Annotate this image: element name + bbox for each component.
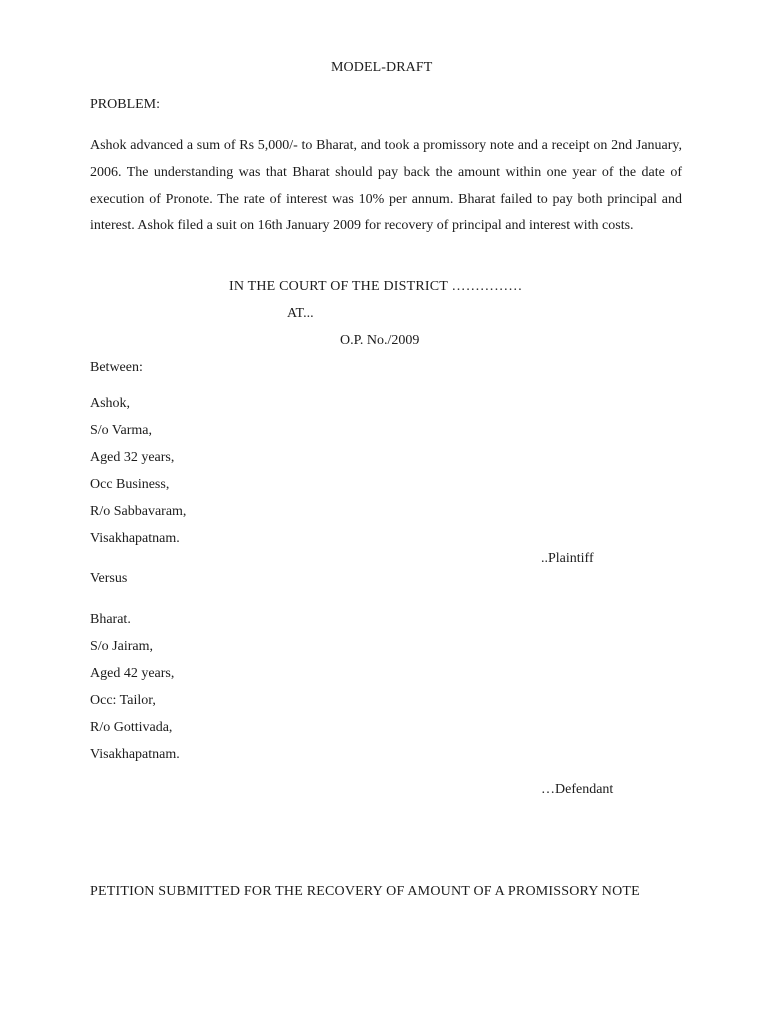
defendant-residence: R/o Gottivada, (90, 720, 173, 735)
defendant-role: …Defendant (541, 782, 614, 797)
defendant-occupation: Occ: Tailor, (90, 693, 156, 708)
plaintiff-age: Aged 32 years, (90, 450, 175, 465)
plaintiff-residence: R/o Sabbavaram, (90, 504, 187, 519)
petition-heading: PETITION SUBMITTED FOR THE RECOVERY OF AMOUNT OF A PROMISSORY NOTE (90, 884, 640, 899)
between-label: Between: (90, 360, 143, 375)
op-number: O.P. No./2009 (340, 333, 420, 348)
plaintiff-city: Visakhapatnam. (90, 531, 180, 546)
document-title: MODEL-DRAFT (331, 60, 433, 75)
defendant-age: Aged 42 years, (90, 666, 175, 681)
defendant-parent: S/o Jairam, (90, 639, 153, 654)
versus-label: Versus (90, 571, 128, 586)
defendant-name: Bharat. (90, 612, 131, 627)
plaintiff-parent: S/o Varma, (90, 423, 152, 438)
plaintiff-occupation: Occ Business, (90, 477, 170, 492)
plaintiff-name: Ashok, (90, 396, 131, 411)
problem-text: Ashok advanced a sum of Rs 5,000/- to Bharat, and took a promissory note and a receipt on 2nd January, 2006. The understanding was that Bharat should pay back the amount within one year of the date of execution of Pronote. The rate of interest was 10% per annum. Bharat failed to pay both principal and interest. Ashok filed a suit on 16th January 2009 for recovery of principal and interest with costs. (90, 138, 682, 234)
at-line: AT... (287, 306, 314, 321)
defendant-city: Visakhapatnam. (90, 747, 180, 762)
plaintiff-role: ..Plaintiff (541, 551, 594, 566)
problem-label: PROBLEM: (90, 97, 161, 112)
court-line: IN THE COURT OF THE DISTRICT …………… (229, 279, 523, 294)
